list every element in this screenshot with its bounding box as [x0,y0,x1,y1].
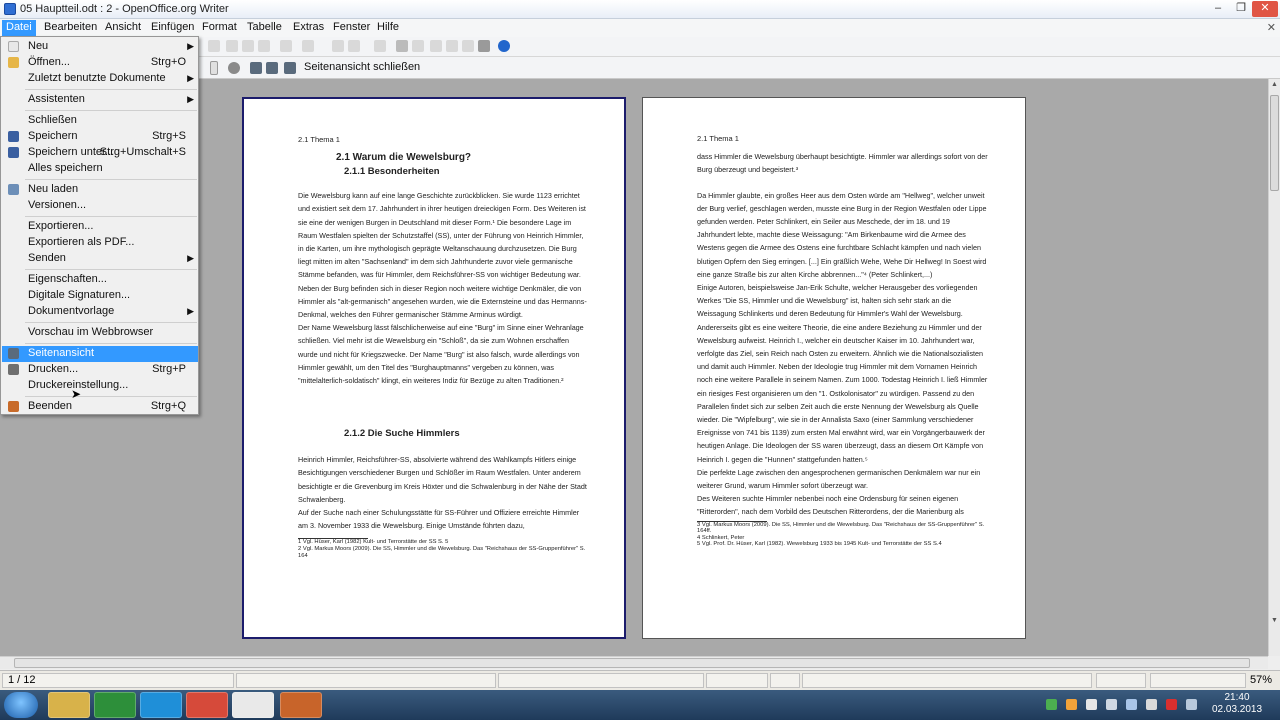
menu-item-schliessen[interactable]: Schließen [28,114,77,126]
menu-ansicht[interactable]: Ansicht [105,21,142,33]
status-cell [236,673,496,688]
writer-app-icon [4,3,16,15]
gallery-icon[interactable] [430,40,442,52]
zoom-icon[interactable] [478,40,490,52]
menu-datei[interactable]: Datei [2,20,36,36]
status-cell [802,673,1092,688]
page-right[interactable] [642,97,1026,639]
paragraph: Die perfekte Lage zwischen den angesprochenen germanischen Denkmälern war nur ein weiterer Grund, warum Himmler sofort überzeugt war. [697,467,981,491]
close-document-icon[interactable]: ✕ [1266,22,1276,34]
print-options-icon[interactable] [266,62,278,74]
maximize-button[interactable]: ❐ [1236,2,1246,14]
title-bar [0,0,1280,19]
explorer-taskbar-icon[interactable] [48,692,90,718]
menu-item-neu-laden[interactable]: Neu laden [2,182,198,198]
tray-icon[interactable] [1186,699,1197,710]
status-cell [498,673,704,688]
volume-icon[interactable] [1146,699,1157,710]
paragraph: Heinrich Himmler, Reichsführer-SS, absolvierte während des Wahlkampfs Hitlers einige Besichtigungen verschiedener Burgen und Schlößer im Raum Westfalen. Unter anderem besichtigte er die Grevenburg im Kreis Höxter und die Schwalenburg in der Nähe der Stadt Schwalenberg. [298,455,587,504]
full-screen-icon[interactable] [250,62,262,74]
menu-bar [0,19,1280,37]
find-replace-icon[interactable] [396,40,408,52]
clock[interactable] [1212,692,1262,716]
menu-separator [25,179,197,180]
menu-format[interactable]: Format [202,21,237,33]
redo-icon[interactable] [302,40,314,52]
standard-toolbar [198,37,1280,57]
submenu-arrow-icon: ▶ [187,306,194,316]
footnote: 5 Vgl. Prof. Dr. Hüser, Karl (1982). Wewelsburg 1933 bis 1945 Kult- und Terrorstätte der SS S.4 [697,541,942,548]
minimize-button[interactable]: – [1214,2,1222,14]
menu-item-versionen[interactable]: Versionen... [28,199,87,211]
show-draw-icon[interactable] [374,40,386,52]
close-button[interactable]: ✕ [1252,1,1278,17]
menu-separator [25,269,197,270]
status-cell [706,673,768,688]
view-layout-buttons[interactable] [1096,673,1146,688]
mouse-cursor-icon: ➤ [71,387,82,401]
page-header: 2.1 Thema 1 [298,135,340,144]
menu-separator [25,343,197,344]
footnote: 4 Schlinkert, Peter [697,534,745,541]
paste-icon[interactable] [242,40,254,52]
dropdown-icon[interactable] [210,61,218,75]
nonprinting-chars-icon[interactable] [462,40,474,52]
page-preview-toolbar [198,57,1280,79]
save-icon [8,131,19,142]
menu-einfuegen[interactable]: Einfügen [151,21,195,33]
zoom-slider[interactable] [1150,673,1246,688]
tray-icon[interactable] [1046,699,1057,710]
menu-item-druckereinstellung[interactable]: Druckereinstellung... [28,379,129,391]
vertical-scroll-thumb[interactable] [1270,95,1279,191]
format-paintbrush-icon[interactable] [258,40,270,52]
menu-item-eigenschaften[interactable]: Eigenschaften... [28,273,107,285]
menu-item-exportieren[interactable]: Exportieren... [28,220,94,232]
copy-icon[interactable] [226,40,238,52]
page-left[interactable] [242,97,626,639]
flag-icon[interactable] [1106,699,1117,710]
undo-icon[interactable] [280,40,292,52]
paragraph: dass Himmler die Wewelsburg überhaupt besichtigte. Himmler war allerdings sofort von der Burg überzeugt und begeistert.³ [697,152,988,175]
menu-separator [25,110,197,111]
menu-hilfe[interactable]: Hilfe [377,21,400,33]
submenu-arrow-icon: ▶ [187,73,194,83]
menu-item-webbrowser-preview[interactable]: Vorschau im Webbrowser [28,326,154,338]
menu-separator [25,396,197,397]
table-icon[interactable] [348,40,360,52]
menu-item-drucken[interactable]: Drucken... Strg+P [2,362,198,378]
horizontal-scroll-thumb[interactable] [14,658,1250,668]
submenu-arrow-icon: ▶ [187,253,194,263]
paragraph: Einige Autoren, beispielsweise Jan-Erik Schulte, welcher Herausgeber des vorliegenden Werkes "Die SS, Himmler und die Wewelsburg" ist, halten sich sehr stark an die Weissagung Schlinkerts und deren Bedeutung für Himmler's Wahl der Wewelsburg. [697,283,978,319]
antivirus-icon[interactable] [1166,699,1177,710]
heading-2: 2.1.1 Besonderheiten [344,166,440,178]
heading-2: 2.1.2 Die Suche Himmlers [344,428,460,440]
page-number: 1 / 12 [8,674,36,686]
submenu-arrow-icon: ▶ [187,41,194,51]
scroll-down-icon[interactable]: ▼ [1271,617,1278,624]
window-title: 05 Hauptteil.odt : 2 - OpenOffice.org Writer [20,3,229,15]
exit-icon [8,401,19,412]
network-icon[interactable] [1126,699,1137,710]
clock-date: 02.03.2013 [1212,704,1263,715]
menu-item-senden[interactable]: Senden ▶ [28,252,194,264]
menu-tabelle[interactable]: Tabelle [247,21,282,33]
hyperlink-icon[interactable] [332,40,344,52]
windows-taskbar [0,690,1280,720]
navigator-icon[interactable] [412,40,424,52]
menu-item-assistenten[interactable]: Assistenten ▶ [28,93,194,105]
submenu-arrow-icon: ▶ [187,94,194,104]
file-menu-dropdown [0,36,199,415]
paragraph: Die Wewelsburg kann auf eine lange Geschichte zurückblicken. Sie wurde 1123 errichtet und existiert seit dem 17. Jahrhundert in ihrer heutigen dreieckigen Form. Des Weiteren ist sie eine der wenigen Burgen in Deutschland mit dieser Form.¹ Die besondere Lage im Raum Westfalen spielten der Schutzstaffel (SS), unter der Führung von Heinrich Himmler, in die Karten, um ihre mythologisch geprägte Weltanschauung durchzusetzen. Die Burg liegt mitten im alten "Sachsenland" im dem sich Jahrhunderte zuvor viele germanische Stämme befanden, was für Himmler, dem Reichsführer-SS von wichtiger Bedeutung war. Neben der Burg befinden sich in dieser Region noch weitere wichtige Denkmäler, die von Himmler als "alt-germanisch" angesehen wurden, wie die Externsteine und das Hermanns-Denkmal, welches den Führer germanischer Stämme Arminus würdigt. [298,191,587,320]
tray-icon[interactable] [1066,699,1077,710]
menu-item-beenden[interactable]: Beenden Strg+Q [2,399,198,415]
menu-item-speichern-unter[interactable]: Speichern unter... Strg+Umschalt+S [2,145,198,161]
paragraph: Da Himmler glaubte, ein großes Heer aus dem Osten würde am "Hellweg", welcher unweit der Burg verlief, geschlagen werden, musste eine Burg in der Region Westfalen oder Lippe gefunden werden. Peter Schlinkert, ein Seiler aus Meschede, der im 18. und 19 Jahrhundert lebte, machte diese Weissagung: "Am Birkenbaume wird die Armee des Westens gegen die Armee des Ostens eine furchtbare Schlacht kämpfen und nach vielen blutigen Opfern den Sieg erringen. [...] Ein gräßlich Wehe, Wehe Dir Hellweg! In Soest wird eine ganze Straße bis zur alten Kirche abbrennen..."⁴ (Peter Schlinkert,...) [697,190,987,279]
menu-item-export-pdf[interactable]: Exportieren als PDF... [28,236,135,248]
page-preview-icon [8,348,19,359]
vertical-scrollbar[interactable] [1268,79,1280,656]
printer-icon [8,364,19,375]
menu-item-recent-documents[interactable]: Zuletzt benutzte Dokumente ▶ [28,72,194,84]
paragraph: Des Weiteren suchte Himmler nebenbei noch eine Ordensburg für seinen eigenen "Ritterorden", nach dem Vorbild des Deutschen Ritterordens, der die Marienburg als [697,494,964,517]
app-taskbar-icon[interactable] [280,692,322,718]
start-button[interactable] [4,692,38,718]
menu-separator [25,89,197,90]
tray-icon[interactable] [1086,699,1097,710]
menu-separator [25,216,197,217]
menu-item-dokumentvorlage[interactable]: Dokumentvorlage ▶ [28,305,194,317]
menu-item-alles-speichern[interactable]: Alles speichern [28,162,103,174]
page-indicator [2,673,234,688]
chrome-taskbar-icon[interactable] [186,692,228,718]
skype-taskbar-icon[interactable] [140,692,182,718]
openoffice-writer-taskbar-icon[interactable] [232,692,274,718]
menu-fenster[interactable]: Fenster [333,21,371,33]
paragraph: Der Name Wewelsburg lässt fälschlicherweise auf eine "Burg" im Sinne einer Wehranlage schließen. Viel mehr ist die Wewelsburg ein "Schloß", da sie zum Wohnen erschaffen wurde und nicht für Kriegszwecke. Der Name "Burg" ist also falsch, wurde allerdings von Himmler gewählt, um den Titel des "Burghauptmanns" vergeben zu können, was "mittelalterlich-soldatisch" klingt, ein weiteres Indiz für Bezüge zu alten Traditionen.² [298,323,584,386]
page-header: 2.1 Thema 1 [697,134,739,143]
zoom-out-icon[interactable] [228,62,240,74]
footnote: 1 Vgl. Hüser, Karl (1982) Kult- und Terrorstätte der SS S. 5 [298,539,449,546]
menu-item-neu[interactable]: Neu ▶ [2,39,198,55]
menu-item-digitale-signaturen[interactable]: Digitale Signaturen... [28,289,131,301]
menu-item-seitenansicht[interactable]: Seitenansicht [2,346,198,362]
horizontal-scrollbar[interactable] [0,656,1268,669]
clock-time: 21:40 [1224,692,1250,703]
paragraph: Andererseits gibt es eine weitere Theorie, die eine andere Beziehung zu Himmler und der Wewelsburg aufweist. Heinrich I., welcher ein deutscher Kaiser im 10. Jahrhundert war, verfolgte das Ziel, sein Reich nach Osten zu erweitern. Ähnlich wie die Nationalsozialisten und damit auch Himmler. Neben der Ideologie trug Himmler mit dem Vornamen Heinrich noch eine weitere Parallele in seinem Namen. Zum 1000. Todestag Heinrich I. ließ Himmler ein riesiges Fest organisieren um den "1. Ostkolonisator" zu würdigen. Passend zu den Parallelen findet sich zur selben Zeit auch die erste Nennung der Wewelsburg als Quelle wieder. Die "Wipfelburg", wie sie in der Annalista Saxo (einer Sammlung verschiedener Ereignisse von 741 bis 1139) zum ersten Mal erwähnt wird, war ein Vorgängerbauwerk der heutigen Anlage. Die Ideologen der SS waren überzeugt, dass an diesem Ort Kämpfe von Heinrich I. gegen die "Hunnen" stattgefunden hatten.⁵ [697,322,988,464]
reload-icon [8,184,19,195]
heading-1: 2.1 Warum die Wewelsburg? [336,152,472,164]
status-bar [0,670,1280,690]
spotify-taskbar-icon[interactable] [94,692,136,718]
footnote: 3 Vgl. Markus Moors (2009). Die SS, Himmler und die Wewelsburg. Das "Reichshaus der SS-Gruppenführer" S. 164ff. [697,521,985,535]
menu-bearbeiten[interactable]: Bearbeiten [44,21,98,33]
save-as-icon [8,147,19,158]
close-preview-button[interactable]: Seitenansicht schließen [304,61,421,73]
datasources-icon[interactable] [446,40,458,52]
scroll-up-icon[interactable]: ▲ [1271,81,1278,88]
footnote: 2 Vgl. Markus Moors (2009). Die SS, Himmler und die Wewelsburg. Das "Reichshaus der SS-Gruppenführer" S. 164 [298,546,586,559]
menu-separator [25,322,197,323]
menu-item-speichern[interactable]: Speichern Strg+S [2,129,198,145]
zoom-level[interactable]: 57% [1250,674,1273,686]
open-folder-icon [8,57,19,68]
print-preview-icon[interactable] [284,62,296,74]
help-icon[interactable] [498,40,510,52]
cut-icon[interactable] [208,40,220,52]
status-cell [770,673,800,688]
new-document-icon [8,41,19,52]
menu-extras[interactable]: Extras [293,21,325,33]
paragraph: Auf der Suche nach einer Schulungsstätte für SS-Führer und Offiziere erreichte Himmler am 3. November 1933 die Wewelsburg. Einige Umstände führten dazu, [298,508,580,531]
menu-item-oeffnen[interactable]: Öffnen... Strg+O [2,55,198,71]
